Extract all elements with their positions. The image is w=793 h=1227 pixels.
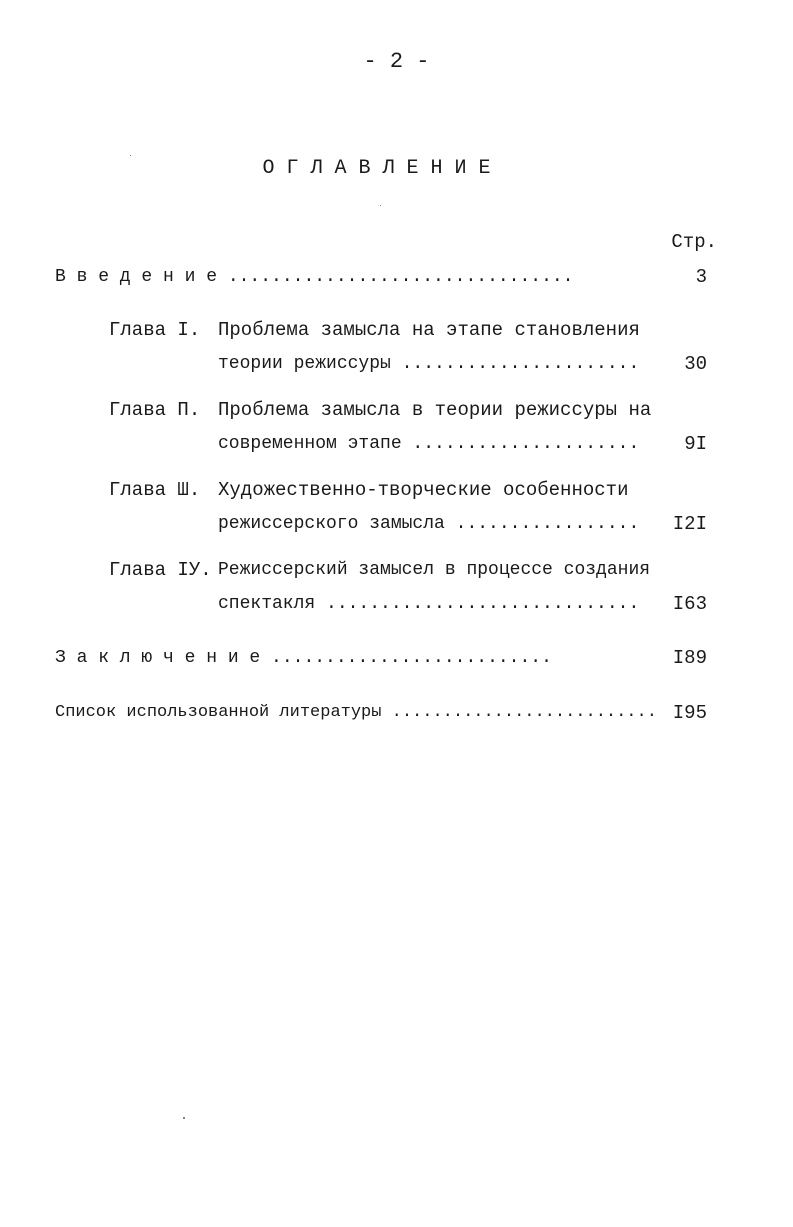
toc-title: О Г Л А В Л Е Н И Е [262, 157, 491, 180]
chapter-4-label: Глава IУ. [109, 559, 212, 581]
chapter-2-label: Глава П. [109, 399, 201, 421]
toc-entry-conclusion-page: I89 [672, 647, 707, 669]
page-number: - 2 - [363, 49, 430, 74]
scan-speck [183, 1117, 185, 1119]
chapter-4-title-line1: Режиссерский замысел в процессе создания [218, 560, 651, 580]
chapter-1-label: Глава I. [109, 319, 201, 341]
chapter-3-title-line2: режиссерского замысла ................. [218, 514, 640, 534]
chapter-2-page: 9I [684, 433, 707, 455]
toc-entry-intro-text: В в е д е н и е ................................ [55, 267, 574, 287]
chapter-4-page: I63 [672, 593, 707, 615]
chapter-1-title-line2: теории режиссуры ...................... [218, 354, 640, 374]
toc-entry-intro-page: 3 [695, 266, 707, 288]
toc-entry-bibliography-page: I95 [672, 702, 707, 724]
page-column-header: Стр. [671, 231, 717, 253]
chapter-3-label: Глава Ш. [109, 479, 201, 501]
chapter-1-page: 30 [684, 353, 707, 375]
chapter-3-title-line1: Художественно-творческие особенности [218, 479, 629, 501]
toc-entry-bibliography-text: Список использованной литературы .......................... [55, 703, 657, 722]
chapter-2-title-line2: современном этапе ..................... [218, 434, 640, 454]
chapter-3-page: I2I [672, 513, 707, 535]
toc-entry-conclusion-text: З а к л ю ч е н и е .......................... [55, 648, 552, 668]
chapter-2-title-line1: Проблема замысла в теории режиссуры на [218, 399, 652, 421]
scan-speck [130, 155, 131, 156]
chapter-1-title-line1: Проблема замысла на этапе становления [218, 319, 640, 341]
scan-speck [380, 205, 381, 206]
chapter-4-title-line2: спектакля ............................. [218, 594, 640, 614]
